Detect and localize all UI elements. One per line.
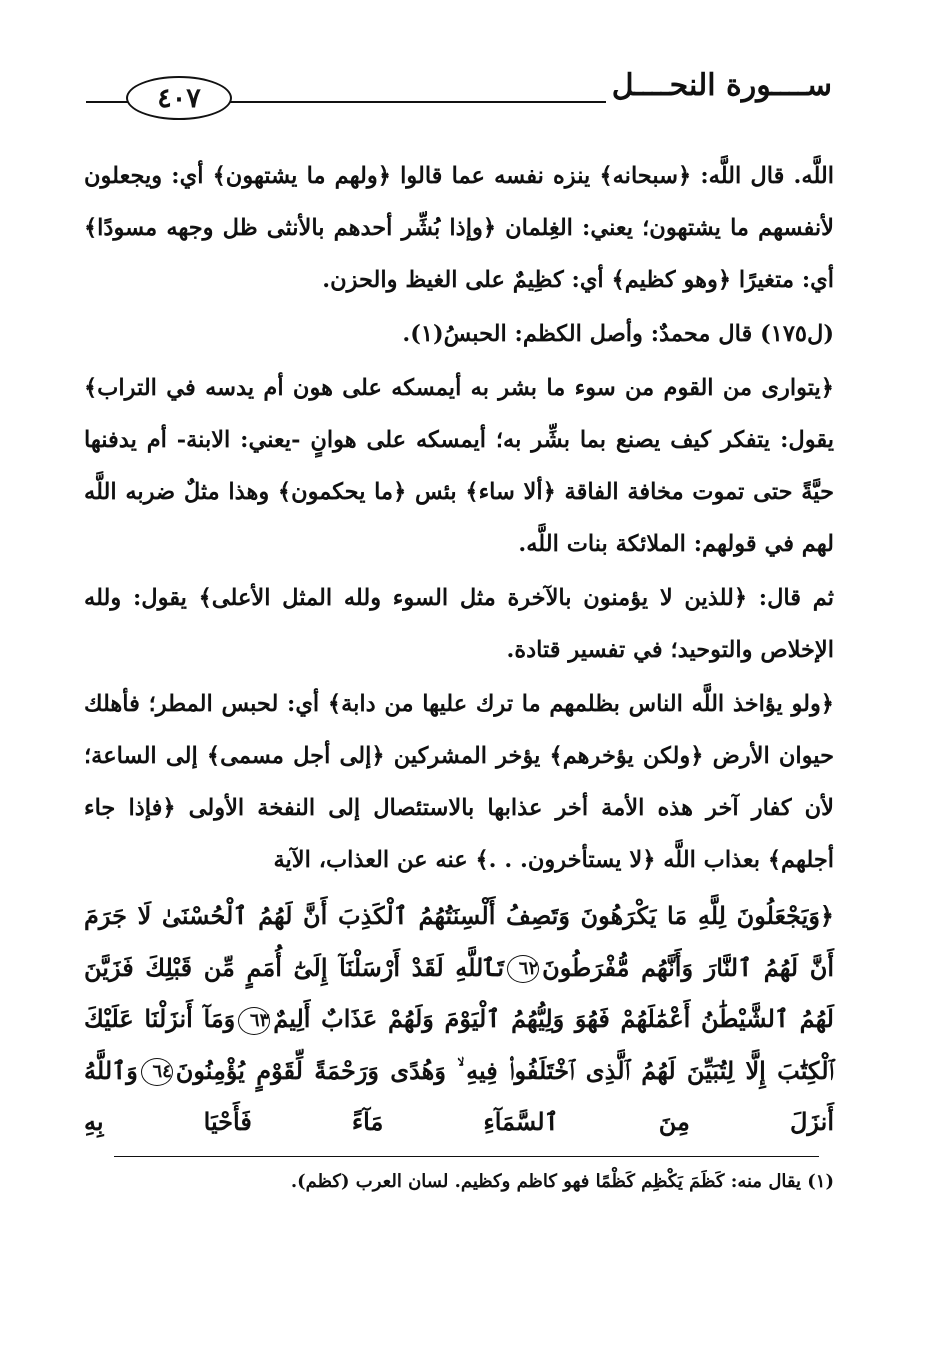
- footnote-separator: [114, 1156, 819, 1157]
- paragraph-5: ﴿ولو يؤاخذ اللَّه الناس بظلمهم ما ترك عليها من دابة﴾ أي: لحبس المطر؛ فأهلك حيوان الأرض ﴿ولكن يؤخرهم﴾ يؤخر المشركين ﴿إلى أجل مسمى﴾ إلى الساعة؛ لأن كفار آخر هذه الأمة أخر عذابها بالاستئصال إلى النفخة الأولى ﴿فإذا جاء أجلهم﴾ بعذاب اللَّه ﴿لا يستأخرون. . .﴾ عنه عن العذاب، الآية: [84, 691, 834, 873]
- verse-number-marker: ٦٣: [238, 1007, 270, 1035]
- quran-verse-text: وَٱللَّهُ أَنزَلَ مِنَ ٱلسَّمَآءِ مَآءً فَأَحْيَا بِهِ: [84, 1055, 834, 1136]
- quran-verses: [84, 890, 834, 1148]
- page-header: [86, 66, 832, 130]
- surah-title: ســــورة النحــــل: [606, 68, 832, 103]
- paragraph-1: اللَّه. قال اللَّه: ﴿سبحانه﴾ ينزه نفسه عما قالوا ﴿ولهم ما يشتهون﴾ أي: ويجعلون لأنفسهم ما يشتهون؛ يعني: الغِلمان ﴿وإذا بُشِّر أحدهم بالأنثى ظل وجهه مسودًا﴾ أي: متغيرًا ﴿وهو كظيم﴾ أي: كظِيمٌ على الغيظ والحزن.: [84, 163, 834, 293]
- quran-verse-text: وَمَآ أَنزَلْنَا عَلَيْكَ ٱلْكِتَٰبَ إِلَّا لِتُبَيِّنَ لَهُمُ ٱلَّذِى ٱخْتَلَفُوا۟ فِيهِ ۙ وَهُدًى وَرَحْمَةً لِّقَوْمٍ يُؤْمِنُونَ: [84, 1004, 834, 1085]
- quran-verse-text: تَٱللَّهِ لَقَدْ أَرْسَلْنَآ إِلَىٰٓ أُمَمٍ مِّن قَبْلِكَ فَزَيَّنَ لَهُمُ ٱلشَّيْطَٰنُ أَعْمَٰلَهُمْ فَهُوَ وَلِيُّهُمُ ٱلْيَوْمَ وَلَهُمْ عَذَابٌ أَلِيمٌ: [84, 952, 834, 1033]
- page-number: ٤٠٧: [126, 76, 232, 120]
- paragraph-3: ﴿يتوارى من القوم من سوء ما بشر به أيمسكه على هون أم يدسه في التراب﴾ يقول: يتفكر كيف يصنع بما بشِّر به؛ أيمسكه على هوانٍ -يعني: الابنة- أم يدفنها حيَّةً حتى تموت مخافة الفاقة ﴿ألا ساء﴾ بئس ﴿ما يحكمون﴾ وهذا مثلٌ ضربه اللَّه لهم في قولهم: الملائكة بنات اللَّه.: [84, 375, 834, 557]
- verse-number-marker: ٦٢: [507, 955, 539, 983]
- main-text: [84, 150, 834, 1148]
- quran-verse-text: ﴿وَيَجْعَلُونَ لِلَّهِ مَا يَكْرَهُونَ وَتَصِفُ أَلْسِنَتُهُمُ ٱلْكَذِبَ أَنَّ لَهُمُ ٱلْحُسْنَىٰ لَا جَرَمَ أَنَّ لَهُمُ ٱلنَّارَ وَأَنَّهُم مُّفْرَطُونَ: [84, 901, 835, 982]
- paragraph-2: (ل١٧٥) قال محمدٌ: وأصل الكظم: الحبسُ(١).: [402, 321, 834, 347]
- verse-number-marker: ٦٤: [141, 1058, 173, 1086]
- paragraph-4: ثم قال: ﴿للذين لا يؤمنون بالآخرة مثل السوء ولله المثل الأعلى﴾ يقول: ولله الإخلاص والتوحيد؛ في تفسير قتادة.: [84, 585, 834, 663]
- footnote: (١) يقال منه: كَظَمَ يَكْظِم كَظْمًا فهو كاظم وكظيم. لسان العرب (كظم).: [290, 1171, 834, 1192]
